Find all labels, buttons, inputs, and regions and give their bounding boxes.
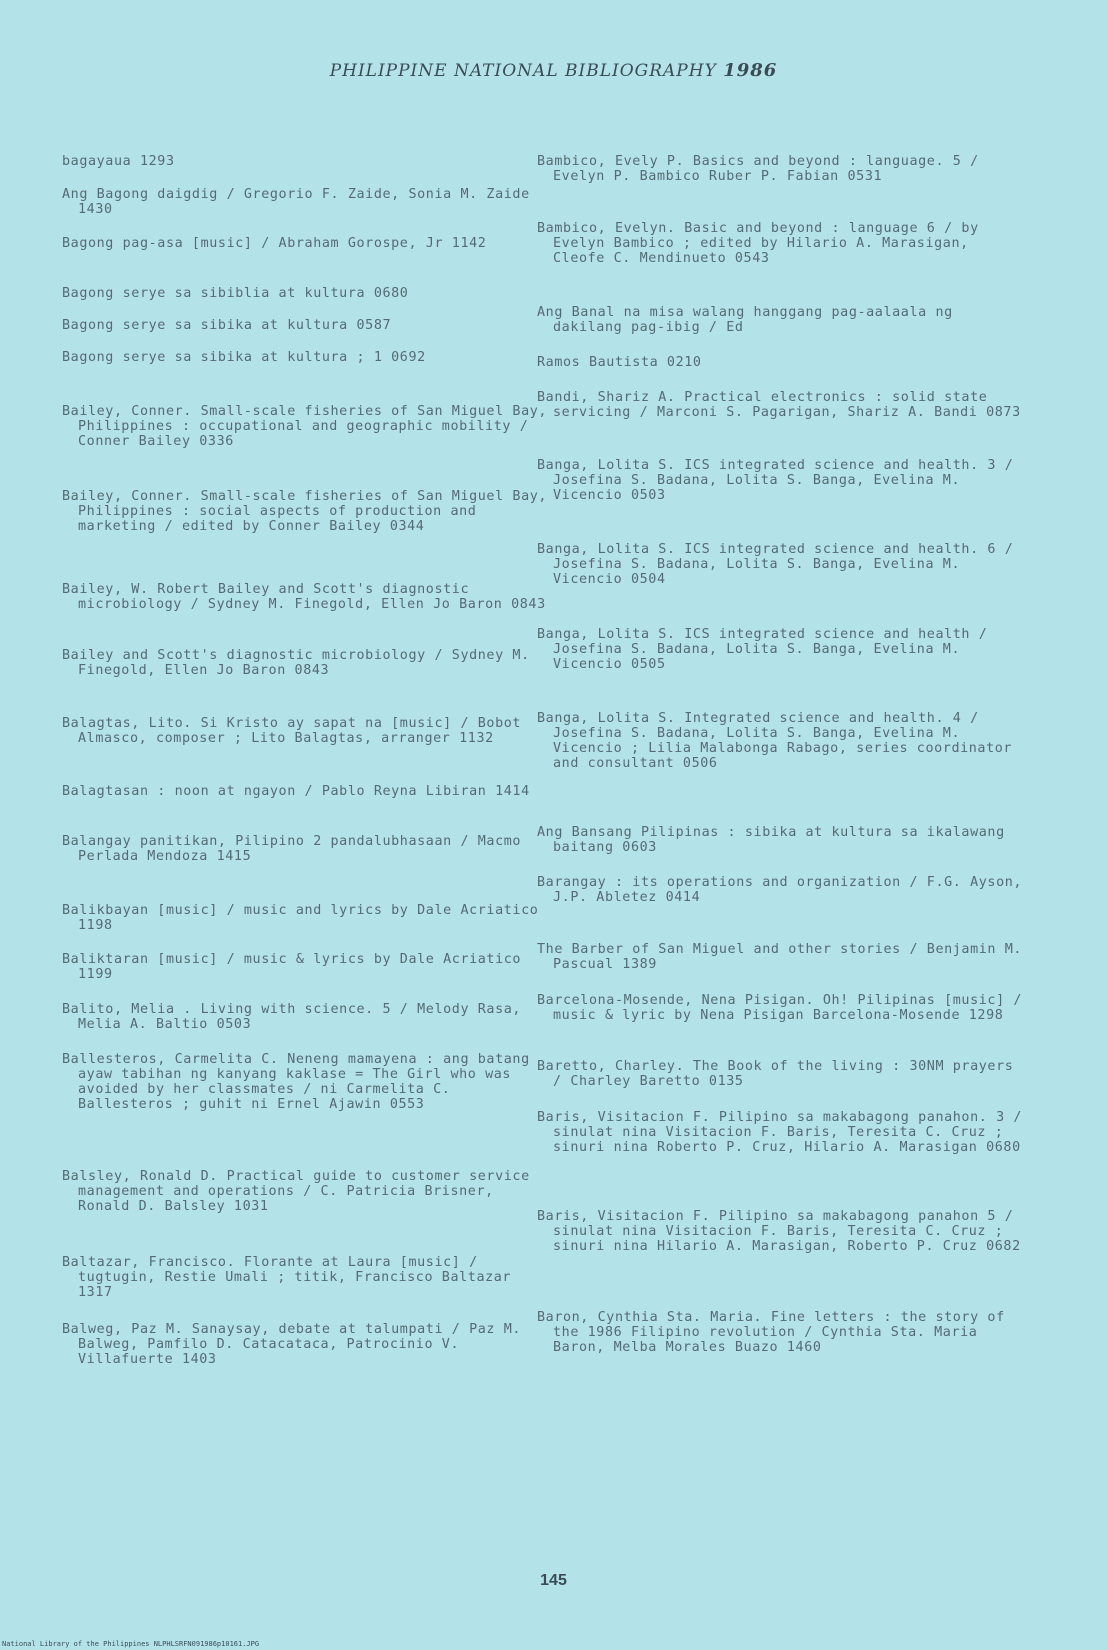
- entry: Bailey, W. Robert Bailey and Scott's diagnostic microbiology / Sydney M. Finegold, Ellen Jo Baron 0843: [62, 582, 546, 612]
- entry: Ramos Bautista 0210: [537, 355, 702, 370]
- entry: Ballesteros, Carmelita C. Neneng mamayena : ang batang ayaw tabihan ng kanyang kaklase = The Girl who was avoided by her classmates / ni Carmelita C. Ballesteros ; guhit ni Ernel Ajawin 0553: [62, 1052, 530, 1112]
- entry: Baltazar, Francisco. Florante at Laura [music] / tugtugin, Restie Umali ; titik, Francisco Baltazar 1317: [62, 1255, 512, 1300]
- entry: Balweg, Paz M. Sanaysay, debate at talumpati / Paz M. Balweg, Pamfilo D. Catacataca, Patrocinio V. Villafuerte 1403: [62, 1322, 522, 1367]
- entry: Banga, Lolita S. ICS integrated science and health / Josefina S. Badana, Lolita S. Banga, Evelina M. Vicencio 0505: [537, 627, 988, 672]
- entry: Bagong serye sa sibika at kultura ; 1 0692: [62, 350, 426, 365]
- entry: Bailey and Scott's diagnostic microbiology / Sydney M. Finegold, Ellen Jo Baron 0843: [62, 648, 530, 678]
- entry: Bambico, Evelyn. Basic and beyond : language 6 / by Evelyn Bambico ; edited by Hilario A. Marasigan, Cleofe C. Mendinueto 0543: [537, 221, 979, 266]
- entry: Bandi, Shariz A. Practical electronics : solid state servicing / Marconi S. Pagarigan, Shariz A. Bandi 0873: [537, 390, 1021, 420]
- entry: Bailey, Conner. Small-scale fisheries of San Miguel Bay, Philippines : social aspects of production and marketing / edited by Conner Bailey 0344: [62, 489, 548, 534]
- entry: Banga, Lolita S. ICS integrated science and health. 3 / Josefina S. Badana, Lolita S. Banga, Evelina M. Vicencio 0503: [537, 458, 1014, 503]
- scan-credit: National Library of the Philippines NLPHLSRFN091986p10161.JPG: [2, 1640, 260, 1648]
- entry: Balikbayan [music] / music and lyrics by Dale Acriatico 1198: [62, 903, 539, 933]
- entry: Balagtas, Lito. Si Kristo ay sapat na [music] / Bobot Almasco, composer ; Lito Balagtas, arranger 1132: [62, 716, 522, 746]
- entry: Banga, Lolita S. Integrated science and health. 4 / Josefina S. Badana, Lolita S. Banga, Evelina M. Vicencio ; Lilia Malabonga Rabago, series coordinator and consultant 0506: [537, 711, 1013, 771]
- entry: Barangay : its operations and organization / F.G. Ayson, J.P. Abletez 0414: [537, 875, 1023, 905]
- entry: Baris, Visitacion F. Pilipino sa makabagong panahon. 3 / sinulat nina Visitacion F. Baris, Teresita C. Cruz ; sinuri nina Roberto P. Cruz, Hilario A. Marasigan 0680: [537, 1110, 1023, 1155]
- running-header: [0, 60, 1107, 81]
- entry: Bagong serye sa sibika at kultura 0587: [62, 318, 392, 333]
- entry: Balsley, Ronald D. Practical guide to customer service management and operations / C. Patricia Brisner, Ronald D. Balsley 1031: [62, 1169, 530, 1214]
- entry: Baron, Cynthia Sta. Maria. Fine letters : the story of the 1986 Filipino revolution / Cynthia Sta. Maria Baron, Melba Morales Buazo 1460: [537, 1310, 1005, 1355]
- entry: Banga, Lolita S. ICS integrated science and health. 6 / Josefina S. Badana, Lolita S. Banga, Evelina M. Vicencio 0504: [537, 542, 1014, 587]
- entry: Bagong pag-asa [music] / Abraham Gorospe, Jr 1142: [62, 236, 487, 251]
- entry: Baliktaran [music] / music & lyrics by Dale Acriatico 1199: [62, 952, 522, 982]
- entry: Ang Banal na misa walang hanggang pag-aalaala ng dakilang pag-ibig / Ed: [537, 305, 953, 335]
- entry: Balagtasan : noon at ngayon / Pablo Reyna Libiran 1414: [62, 784, 530, 799]
- entry: Balangay panitikan, Pilipino 2 pandalubhasaan / Macmo Perlada Mendoza 1415: [62, 834, 522, 864]
- entry: Barcelona-Mosende, Nena Pisigan. Oh! Pilipinas [music] / music & lyric by Nena Pisigan Barcelona-Mosende 1298: [537, 993, 1023, 1023]
- entry: Baretto, Charley. The Book of the living : 30NM prayers / Charley Baretto 0135: [537, 1059, 1014, 1089]
- entry: The Barber of San Miguel and other stories / Benjamin M. Pascual 1389: [537, 942, 1023, 972]
- entry: Bailey, Conner. Small-scale fisheries of San Miguel Bay, Philippines : occupational and geographic mobility / Conner Bailey 0336: [62, 404, 548, 449]
- page-number: 145: [540, 1572, 567, 1589]
- entry: Balito, Melia . Living with science. 5 / Melody Rasa, Melia A. Baltio 0503: [62, 1002, 522, 1032]
- entry: Bambico, Evely P. Basics and beyond : language. 5 / Evelyn P. Bambico Ruber P. Fabian 0531: [537, 154, 979, 184]
- entry: Ang Bansang Pilipinas : sibika at kultura sa ikalawang baitang 0603: [537, 825, 1005, 855]
- header-year: 1986: [723, 60, 778, 81]
- header-title: PHILIPPINE NATIONAL BIBLIOGRAPHY: [329, 61, 717, 81]
- entry: Baris, Visitacion F. Pilipino sa makabagong panahon 5 / sinulat nina Visitacion F. Baris, Teresita C. Cruz ; sinuri nina Hilario A. Marasigan, Roberto P. Cruz 0682: [537, 1209, 1021, 1254]
- entry: Ang Bagong daigdig / Gregorio F. Zaide, Sonia M. Zaide 1430: [62, 187, 530, 217]
- entry: bagayaua 1293: [62, 154, 175, 169]
- entry: Bagong serye sa sibiblia at kultura 0680: [62, 286, 409, 301]
